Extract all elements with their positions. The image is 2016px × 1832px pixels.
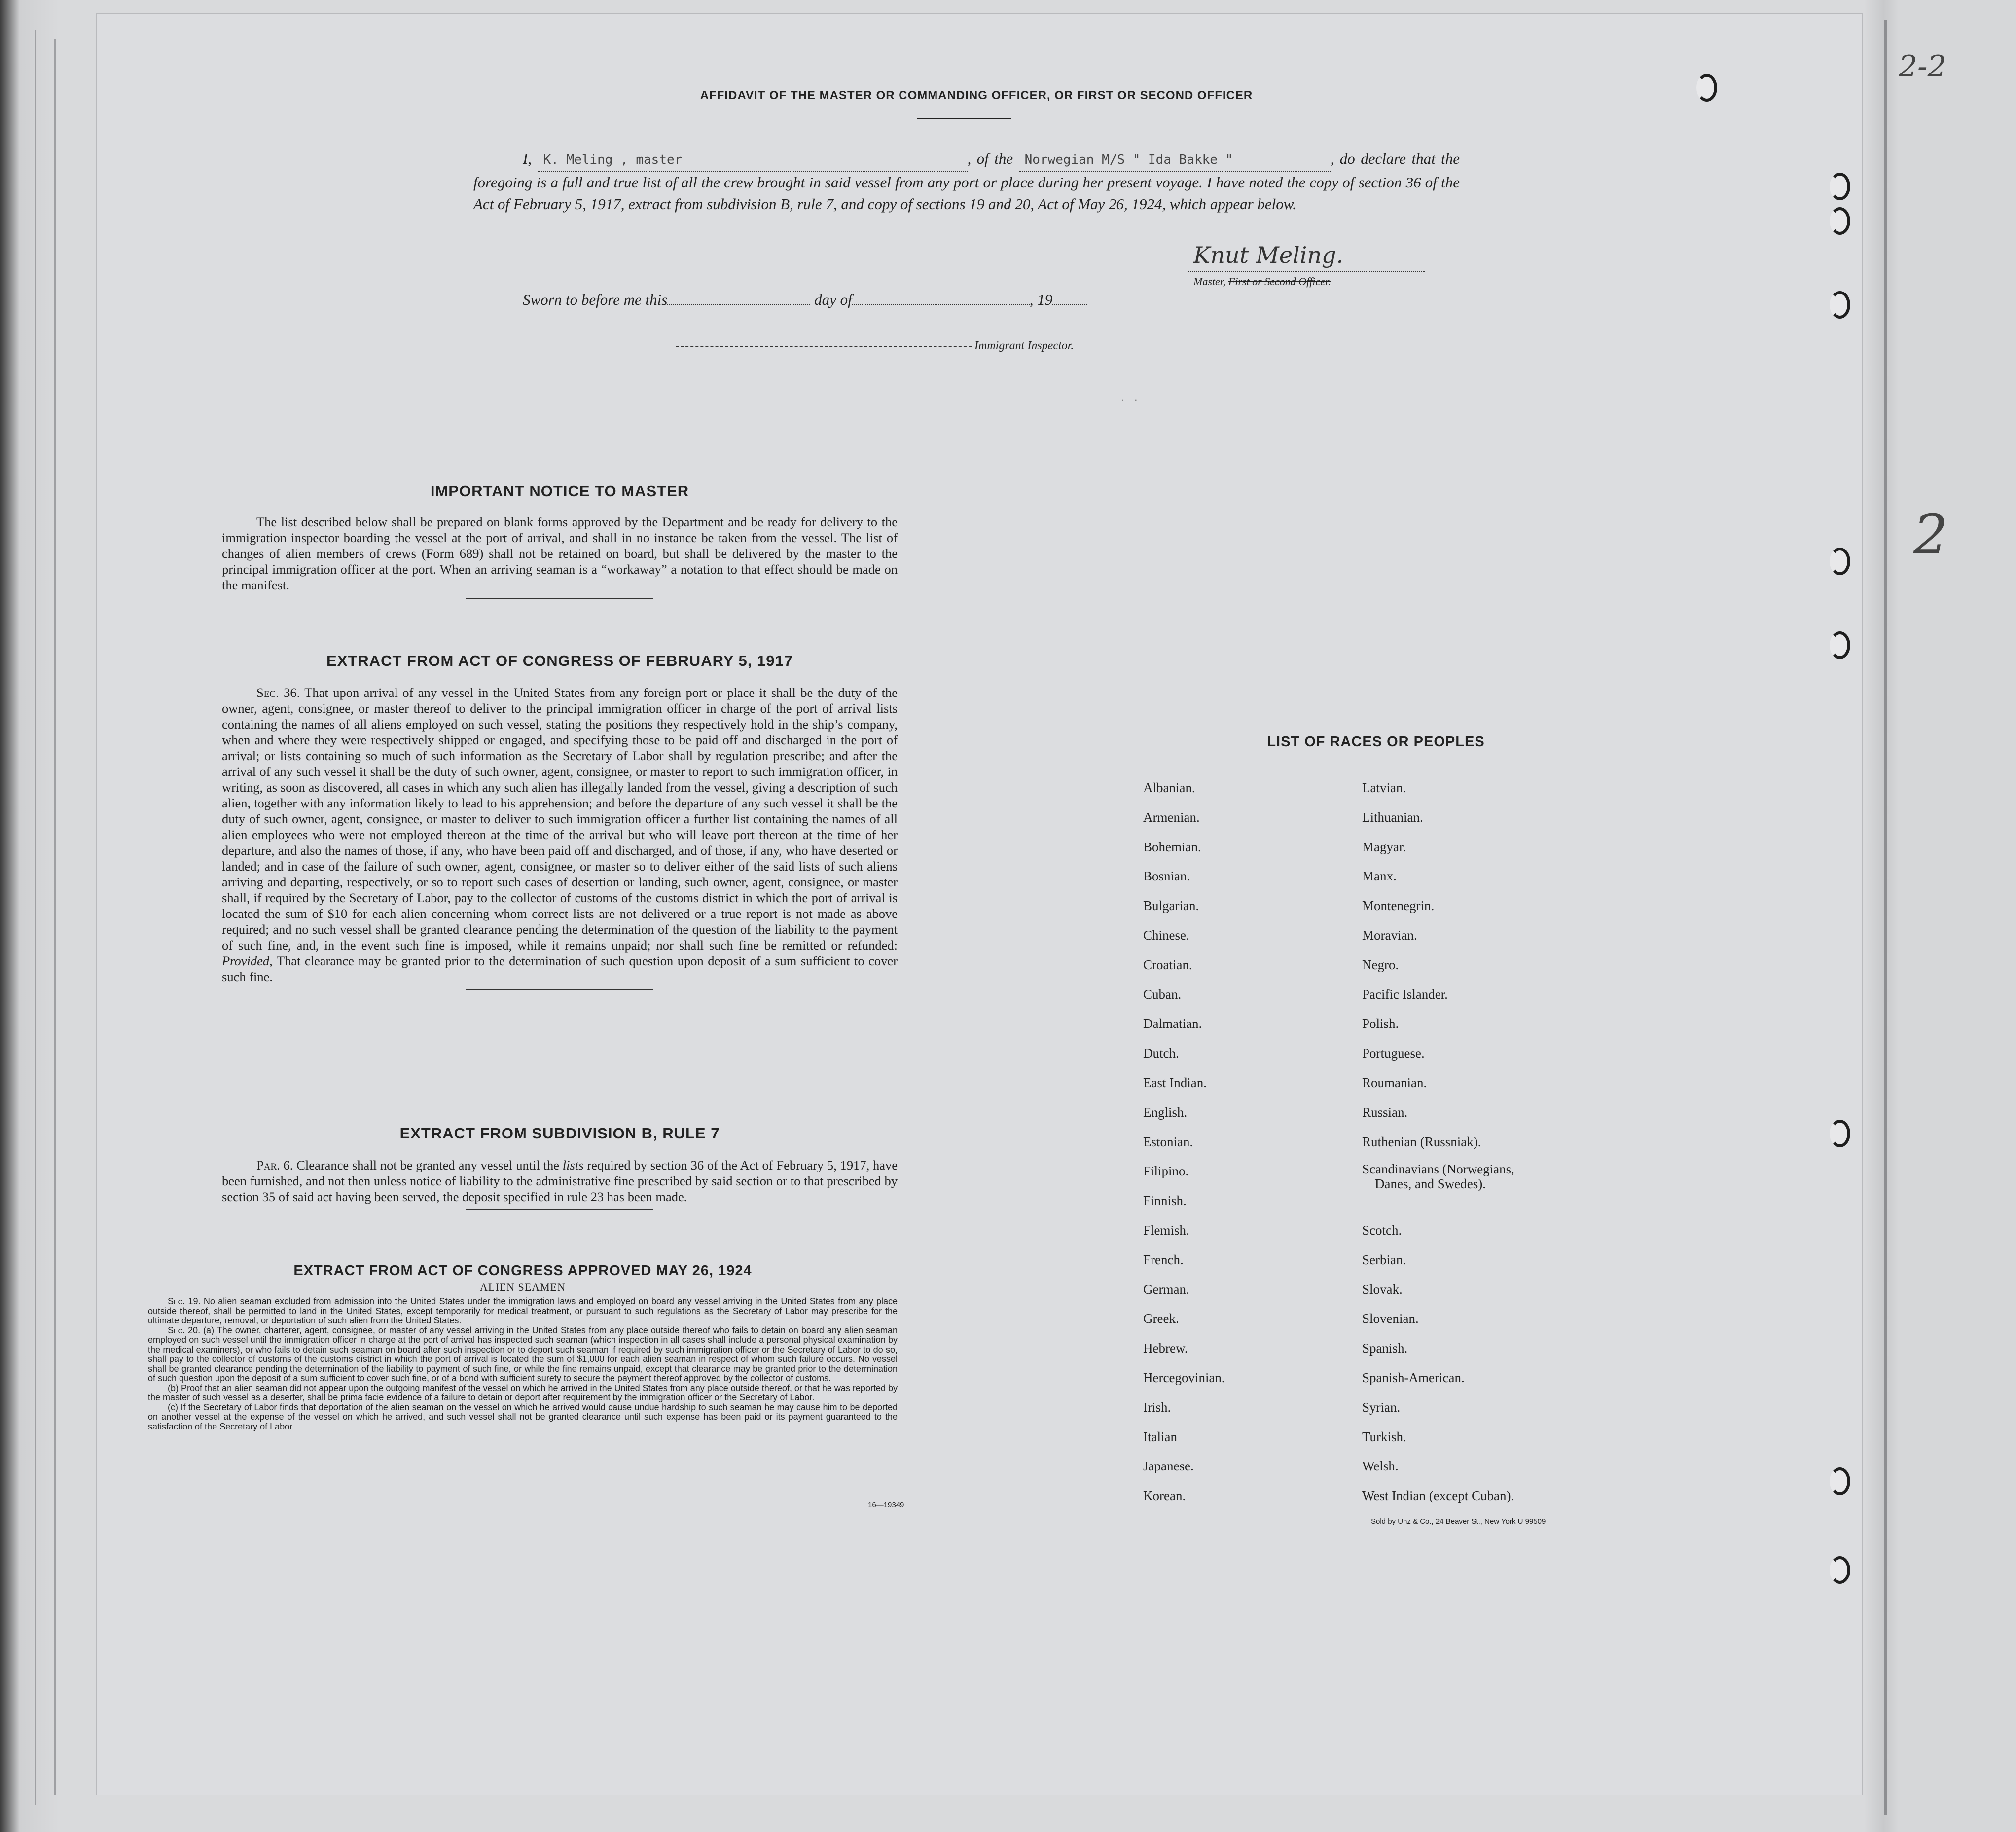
race-item: Spanish. [1362,1341,1408,1356]
page-edge-line [54,39,56,1795]
act-1917-sec-label: Sec. 36. [256,685,300,700]
act-1917-body: That upon arrival of any vessel in the United States from any foreign port or place it shall be the duty of the owner, agent, consignee, or master thereof to deliver to the principal immigration officer in charge of the port of arrival lists containing the names of all aliens employed on such vessel, stating the positions they respectively hold in the ship’s company, when and where they were respectively shipped or engaged, and specifying those to be paid off and discharged in the port of arrival; or lists containing so much of such information as the Secretary of Labor shall by regulation prescribe; and after the arrival of any such vessel it shall be the duty of such owner, agent, consignee, or master to report to such immigration officer, in writing, as soon as discovered, all cases in which any such alien has illegally landed from the vessel, giving a description of such alien, together with any information likely to lead to his apprehension; and before the departure of any such vessel it shall be the duty of such owner, agent, consignee, or master to deliver to such immigration officer a further list containing the names of all alien employees who were not employed thereon at the time of the arrival but who will leave port thereon at the time of her departure, and also the names of those, if any, who have been paid off and discharged, and of those, if any, who have deserted or landed; and in case of the failure of such owner, agent, consignee, or master so to deliver either of the said lists of such aliens arriving and departing, respectively, or so to report such cases of desertion or landing, such owner, agent, consignee, or master shall, if required by the Secretary of Labor, pay to the collector of customs of the customs district in which the port of arrival is located the sum of $10 for each alien concerning whom correct lists are not delivered or a true report is not made as above required; and no such vessel shall be granted clearance pending the determination of the question of the liability to the payment of such fine, and, in the event such fine is imposed, while it remains unpaid; nor shall such fine be remitted or refunded: [222,685,898,953]
margin-note: 2 [1913,503,1948,566]
race-item: Flemish. [1143,1223,1189,1238]
race-item: Magyar. [1362,840,1406,854]
sworn-year-label: , 19 [1029,291,1053,308]
race-item: French. [1143,1252,1184,1267]
act-1924-heading: EXTRACT FROM ACT OF CONGRESS APPROVED MAY 26, 1924 [293,1263,752,1279]
inspector-blank [676,346,972,347]
act-1917-proviso-text: That clearance may be granted prior to the determination of such question upon deposit of a sum sufficient to cover such fine. [222,953,898,984]
race-item: Syrian. [1362,1400,1401,1415]
sec-19-text: No alien seaman excluded from admission into the United States under the immigration laws and employed on board any vessel arriving in the United States from any place outside thereof, shall be permitted to land in the United States, except temporarily for medical treatment, or pursuant to such regulations as the Secretary of Labor may prescribe for the ultimate departure, removal, or deportation of such alien from the United States. [148,1296,898,1325]
race-item: Roumanian. [1362,1075,1427,1090]
signature-role [1193,275,1331,288]
races-heading: LIST OF RACES OR PEOPLES [1267,734,1485,750]
race-item: Hebrew. [1143,1341,1188,1356]
race-item: West Indian (except Cuban). [1362,1488,1514,1503]
race-item: Chinese. [1143,928,1189,943]
sworn-month-blank [852,294,1030,305]
act-1917-section [222,652,898,990]
punch-hole-icon [1830,173,1850,200]
page-edge-line [1884,20,1887,1815]
race-item: Moravian. [1362,928,1417,943]
rule-7-heading: EXTRACT FROM SUBDIVISION B, RULE 7 [399,1125,720,1142]
sworn-year-blank [1052,294,1087,305]
race-item: Montenegrin. [1362,898,1435,913]
race-item: Japanese. [1143,1459,1194,1473]
race-item: Hercegovinian. [1143,1370,1225,1385]
race-item: Polish. [1362,1016,1399,1031]
race-item: Scotch. [1362,1223,1402,1238]
race-item: Cuban. [1143,987,1182,1002]
race-item: Slovenian. [1362,1311,1419,1326]
race-item: Filipino. [1143,1164,1189,1178]
declaration-pronoun: I, [523,150,532,167]
rule-7-section [222,1125,898,1210]
race-item: Manx. [1362,869,1397,883]
race-item: Croatian. [1143,957,1192,972]
title-underline [917,118,1011,119]
rule-7-text-a: Clearance shall not be granted any vessel until the [296,1158,559,1172]
race-item: Italian [1143,1429,1177,1444]
act-1924-sec19 [148,1297,898,1326]
punch-hole-icon [1830,548,1850,575]
race-item: Negro. [1362,957,1399,972]
race-item: Portuguese. [1362,1046,1425,1061]
act-1917-text [222,685,898,985]
punch-hole-icon [1830,1556,1850,1584]
race-item: Pacific Islander. [1362,987,1448,1002]
master-name-field: K. Meling , master [538,149,968,172]
punch-hole-icon [1830,1120,1850,1147]
race-item: Russian. [1362,1105,1408,1120]
signature-role-master: Master, [1193,275,1226,288]
sworn-day-blank [667,294,810,305]
race-item: Irish. [1143,1400,1171,1415]
affidavit-title: AFFIDAVIT OF THE MASTER OR COMMANDING OFFICER, OR FIRST OR SECOND OFFICER [700,89,1253,102]
printer-imprint: Sold by Unz & Co., 24 Beaver St., New York U 99509 [1371,1517,1546,1526]
race-item: Scandinavians (Norwegians, Danes, and Swedes). [1362,1162,1514,1191]
notice-heading: IMPORTANT NOTICE TO MASTER [430,482,689,500]
sworn-day-label: day of [814,291,852,308]
notice-section [222,482,898,599]
race-item: Korean. [1143,1488,1186,1503]
rule-7-text [222,1157,898,1205]
act-1924-sec20b: (b) Proof that an alien seaman did not appear upon the outgoing manifest of the vessel on which he arrived in the United States from any place outside thereof, or that he was reported by the master of such vessel as a deserter, shall be prima facie evidence of a failure to detain or deport after requirement by the immigration officer or the Secretary of Labor. [148,1383,898,1402]
race-item: East Indian. [1143,1075,1207,1090]
race-item: Estonian. [1143,1135,1193,1149]
race-item: Welsh. [1362,1459,1399,1473]
race-item: Serbian. [1362,1252,1406,1267]
race-item: Latvian. [1362,780,1406,795]
race-item: German. [1143,1282,1189,1297]
act-1924-subheading: ALIEN SEAMEN [480,1281,566,1293]
race-item: Slovak. [1362,1282,1403,1297]
race-item: Lithuanian. [1362,810,1423,825]
punch-hole-icon [1696,74,1717,102]
act-1924-section [148,1263,898,1431]
sworn-line [523,291,1087,309]
signature-role-struck: First or Second Officer. [1228,275,1331,288]
sworn-prefix: Sworn to before me this [523,291,668,308]
rule-7-text-b: required by section 36 of the Act of February 5, 1917, have been furnished, and not then unless notice of liability to the administrative fine prescribed by said section or to that prescribed by section 35 of said act having been served, the deposit specified in rule 23 has been made. [222,1158,898,1204]
punch-hole-icon [1830,207,1850,235]
rule-7-par-label: Par. 6. [256,1158,293,1172]
declaration-of-the: , of the [967,150,1013,167]
act-1924-sec20a [148,1326,898,1384]
inspector-label: Immigrant Inspector. [974,339,1074,352]
declaration [473,148,1460,215]
punch-hole-icon [1830,291,1850,319]
act-1917-heading: EXTRACT FROM ACT OF CONGRESS OF FEBRUARY 5, 1917 [326,652,793,669]
margin-note: 2-2 [1899,49,1946,84]
act-1917-proviso-label: Provided, [222,953,273,968]
race-item: Albanian. [1143,780,1195,795]
signature-text: Knut Meling. [1193,242,1344,268]
rule-7-lists-word: lists [562,1158,584,1172]
sec-20a-text: (a) The owner, charterer, agent, consignee, or master of any vessel arriving in the United States from any place outside thereof who fails to detain on board any alien seaman employed on such vessel until the immigration officer in charge at the port of arrival has inspected such seaman (which inspection in all cases shall include a personal physical examination by the medical examiners), or who fails to detain such seaman on board after such inspection or to deport such seaman if required by such immigration officer or the Secretary of Labor to do so, shall pay to the collector of customs of the customs district in which the port of arrival is located the sum of $1,000 for each alien seaman in respect of whom such failure occurs. No vessel shall be granted clearance pending the determination of the liability to payment of such fine, or while the fine remains unpaid, except that clearance may be granted prior to the determination of such question upon the deposit of a sum sufficient to cover such fine, or of a bond with sufficient surety to secure the payment thereof approved by the collector of customs. [148,1325,898,1383]
sec-20-label: Sec. 20. [168,1325,201,1335]
declaration-declare: , do declare [1330,150,1406,167]
race-item: Armenian. [1143,810,1200,825]
act-1924-sec20c: (c) If the Secretary of Labor finds that deportation of the alien seaman on the vessel on which he arrived would cause undue hardship to such seaman he may cause him to be deported on another vessel at the expense of the vessel on which he arrived, and such vessel shall not be granted clearance until such expense has been paid or its payment guaranteed to the satisfaction of the Secretary of Labor. [148,1402,898,1431]
declaration-body: that the foregoing is a full and true list of all the crew brought in said vessel from any port or place during her present voyage. I have noted the copy of section 36 of the Act of February 5, 1917, extract from subdivision B, rule 7, and copy of sections 19 and 20, Act of May 26, 1924, which appear below. [473,150,1460,213]
sec-19-label: Sec. 19. [168,1296,201,1306]
page-edge-line [35,30,36,1805]
race-item: English. [1143,1105,1188,1120]
section-divider [466,989,653,990]
race-item: Spanish-American. [1362,1370,1465,1385]
race-item: Dalmatian. [1143,1016,1202,1031]
master-signature [1188,242,1425,272]
race-item: Bosnian. [1143,869,1190,883]
race-item: Bohemian. [1143,840,1201,854]
race-item: Ruthenian (Russniak). [1362,1135,1481,1149]
inspector-line [676,339,1074,353]
form-number: 16—19349 [868,1501,904,1509]
bleed-through-mark: · · [1119,395,1139,407]
race-item: Finnish. [1143,1193,1187,1208]
section-divider [466,598,653,599]
race-item: Turkish. [1362,1429,1406,1444]
race-item: Bulgarian. [1143,898,1199,913]
race-item: Greek. [1143,1311,1179,1326]
punch-hole-icon [1830,631,1850,659]
section-divider [466,1209,653,1210]
notice-text: The list described below shall be prepared on blank forms approved by the Department and be ready for delivery to the immigration inspector boarding the vessel at the port of arrival, and shall in no instance be taken from the vessel. The list of changes of alien members of crews (Form 689) shall not be retained on board, but shall be delivered by the master to the principal immigration officer at the port. When an arriving seaman is a “workaway” a notation to that effect should be made on the manifest. [222,514,898,592]
vessel-name-field: Norwegian M/S " Ida Bakke " [1019,149,1331,172]
punch-hole-icon [1830,1467,1850,1495]
race-item: Dutch. [1143,1046,1179,1061]
